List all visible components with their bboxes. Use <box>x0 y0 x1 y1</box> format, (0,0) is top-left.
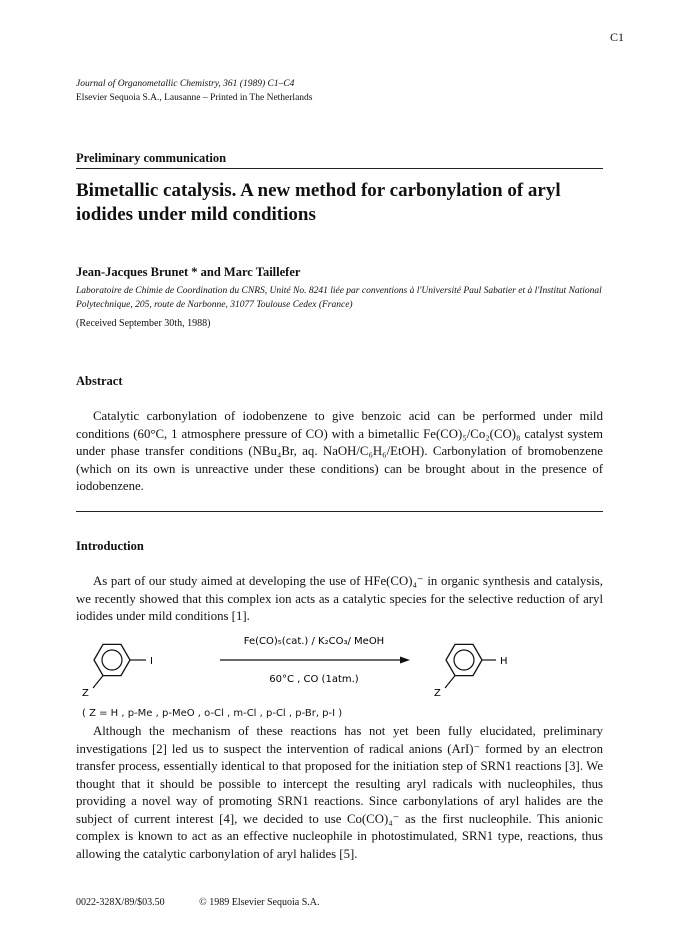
page-number: C1 <box>609 30 624 44</box>
rule-abstract <box>76 511 603 512</box>
reaction-arrow-head-icon <box>400 657 410 664</box>
reactant-z-label: Z <box>82 688 89 699</box>
introduction-heading: Introduction <box>76 539 144 553</box>
footer-copyright: © 1989 Elsevier Sequoia S.A. <box>199 897 320 908</box>
intro-paragraph-2: Although the mechanism of these reactions has not yet been fully elucidated, preliminary investigations [2] led us to suspect the intervention of radical anions (ArI)⁻ formed by an electron transfer process, essentially identical to that proposed for the initiation step of SRN1 reactions [3]. We thought that it should be possible to intercept the resulting aryl radicals with nucleophiles, thus providing a novel way of promoting SRN1 reactions. Since carbonylations of aryl halides are the subject of current interest [4], we decided to use Co(CO)₄⁻ as the first nucleophile. This anionic complex is known to act as an effective nucleophile in photostimulated, SRN1 type, reactions, thus allowing the catalytic carbonylation of aryl halides [5]. <box>76 724 603 861</box>
substituents-note: ( Z = H , p-Me , p-MeO , o-Cl , m-Cl , p-Cl , p-Br, p-I ) <box>82 708 343 719</box>
section-kind: Preliminary communication <box>76 151 227 165</box>
product-z-label: Z <box>434 688 441 699</box>
abstract-text: Catalytic carbonylation of iodobenzene to give benzoic acid can be performed under mild conditions (60°C, 1 atmosphere pressure of CO) with a bimetallic Fe(CO)₅/Co₂(CO)₈ catalyst system under phase transfer conditions (NBu₄Br, aq. NaOH/C₆H₆/EtOH). Carbonylation of bromobenzene (which on its own is unreactive under these conditions) can be brought about in the presence of iodobenzene. <box>76 409 603 493</box>
abstract-heading: Abstract <box>76 374 123 388</box>
affiliation: Laboratoire de Chimie de Coordination du CNRS, Unité No. 8241 liée par conventions à l'Université Paul Sabatier et à l'Institut National Polytechnique, 205, route de Narbonne, 31077 Toulouse Cedex (France) <box>76 286 602 310</box>
received-date: (Received September 30th, 1988) <box>76 318 211 329</box>
rule-top <box>76 168 603 169</box>
reaction-scheme <box>76 630 603 702</box>
product-benzene-icon <box>445 644 496 688</box>
scheme-reagents: Fe(CO)₅(cat.) / K₂CO₃/ MeOH <box>243 636 385 647</box>
reactant-benzene-icon <box>93 644 146 688</box>
journal-publisher: Elsevier Sequoia S.A., Lausanne – Printed in The Netherlands <box>76 93 313 103</box>
reactant-substituent: I <box>150 656 153 667</box>
authors: Jean-Jacques Brunet * and Marc Taillefer <box>76 265 301 279</box>
footer <box>76 897 351 908</box>
journal-citation: Journal of Organometallic Chemistry, 361 (1989) C1–C4 <box>76 79 295 89</box>
product-substituent: H <box>500 656 508 667</box>
paper-title: Bimetallic catalysis. A new method for carbonylation of aryl iodides under mild conditions <box>76 180 561 225</box>
journal-header <box>76 77 636 105</box>
scheme-conditions: 60°C , CO (1atm.) <box>269 674 359 685</box>
intro-paragraph-1: As part of our study aimed at developing the use of HFe(CO)₄⁻ in organic synthesis and catalysis, we recently showed that this complex ion acts as a catalytic species for the selective reduction of aryl iodides under mild conditions [1]. <box>76 574 603 623</box>
footer-code: 0022-328X/89/$03.50 <box>76 897 165 908</box>
